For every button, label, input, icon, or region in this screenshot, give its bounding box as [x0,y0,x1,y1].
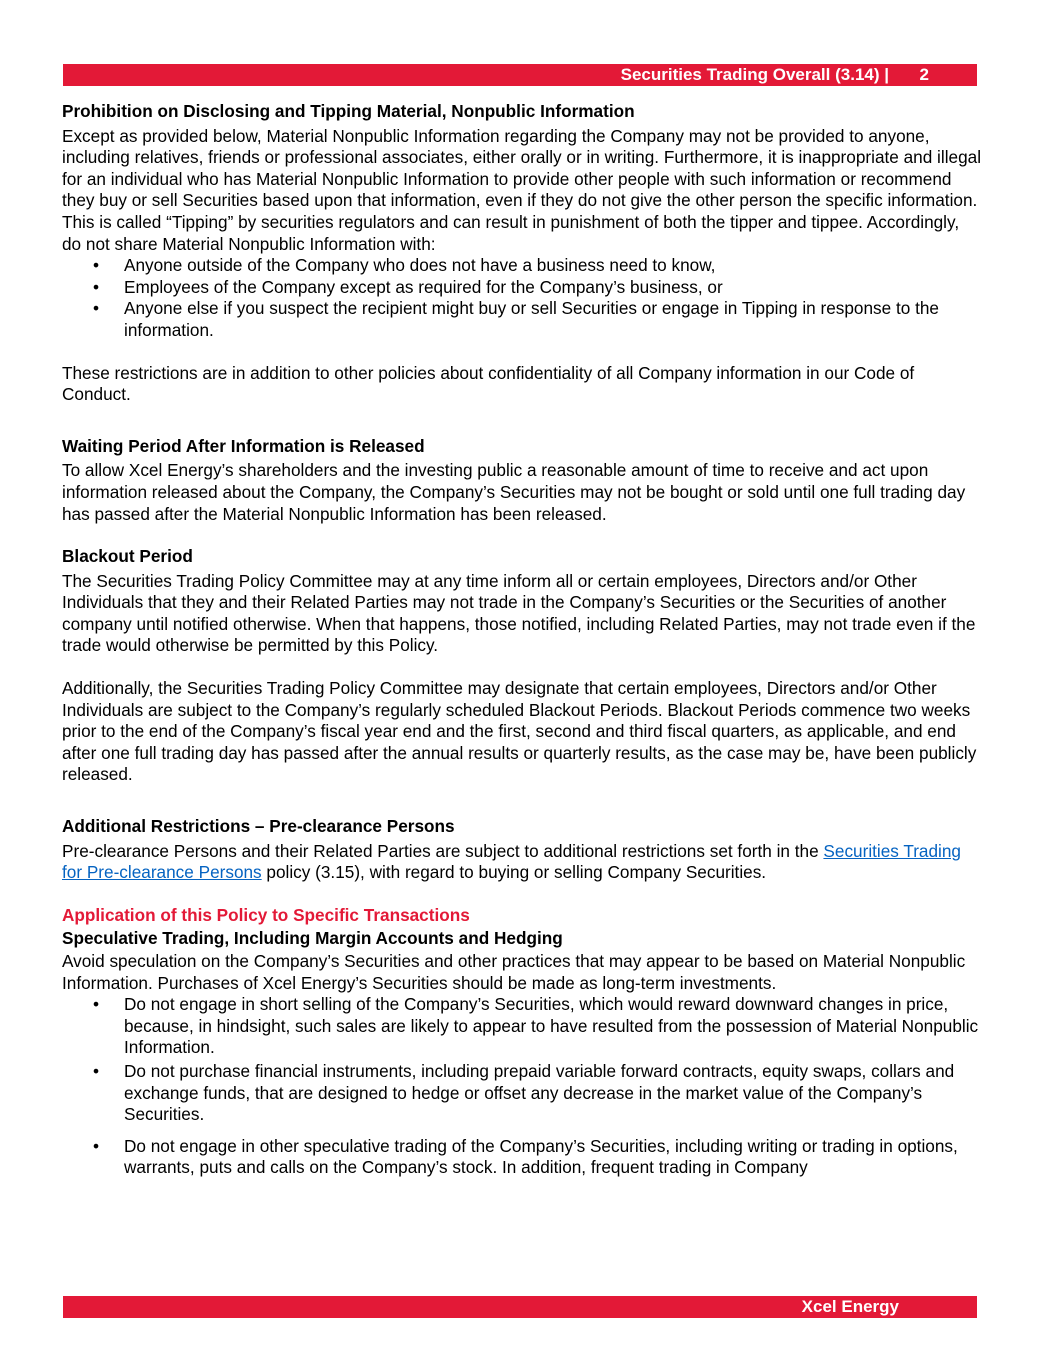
header-title: Securities Trading Overall (3.14) | [620,65,889,84]
subheading-speculative-trading: Speculative Trading, Including Margin Accounts and Hedging [62,928,563,949]
bullet-list-tipping [62,255,982,341]
footer-bar [63,1296,977,1318]
paragraph-tipping-closing: These restrictions are in addition to other policies about confidentiality of all Company information in our Code of Conduct. [62,362,915,405]
header-bar [63,64,977,86]
paragraph-waiting: To allow Xcel Energy’s shareholders and the investing public a reasonable amount of time to receive and act upon information released about the Company, the Company’s Securities may not be bought or sold until one full trading day has passed after the Material Nonpublic Information has been released. [62,460,966,524]
bullet-list-speculative [62,994,982,1179]
section-heading-blackout: Blackout Period [62,546,193,567]
section-heading-waiting: Waiting Period After Information is Released [62,435,425,456]
list-item: • Anyone else if you suspect the recipient might buy or sell Securities or engage in Tipping in response to the information. [62,298,982,341]
document-body [62,101,982,1179]
list-item: • Employees of the Company except as required for the Company’s business, or [62,277,982,299]
paragraph-blackout-2: Additionally, the Securities Trading Policy Committee may designate that certain employees, Directors and/or Other Individuals are subject to the Company’s regularly scheduled Blackout Periods. Blackout Periods commence two weeks prior to the end of the Company’s fiscal year end and the first, second and third fiscal quarters, as applicable, and end after one full trading day has passed after the annual results or quarterly results, as the case may be, have been publicly released. [62,678,977,785]
paragraph-blackout-1: The Securities Trading Policy Committee may at any time inform all or certain employees, Directors and/or Other Individuals that they and their Related Parties may not trade in the Company’s Securities or the Securities of another company until notified otherwise. When that happens, those notified, including Related Parties, may not trade even if the trade would otherwise be permitted by this Policy. [62,570,976,656]
section-heading-preclearance: Additional Restrictions – Pre-clearance Persons [62,816,455,837]
paragraph-speculative: Avoid speculation on the Company’s Securities and other practices that may appear to be based on Material Nonpublic Information. Purchases of Xcel Energy’s Securities should be made as long-term investments. [62,951,966,993]
section-heading-application: Application of this Policy to Specific Transactions [62,904,470,925]
list-item: • Do not engage in other speculative trading of the Company’s Securities, including writing or trading in options, warrants, puts and calls on the Company’s stock. In addition, frequent trading in Company [62,1136,982,1179]
list-item: • Anyone outside of the Company who does not have a business need to know, [62,255,982,277]
paragraph-tipping: Except as provided below, Material Nonpublic Information regarding the Company may not be provided to anyone, including relatives, friends or professional associates, either orally or in writing. Furthermore, it is inappropriate and illegal for an individual who has Material Nonpublic Information to provide other people with such information or recommend they buy or sell Securities based upon that information, even if they do not give the other person the specific information. This is called “Tipping” by securities regulators and can result in punishment of both the tipper and tippee. Accordingly, do not share Material Nonpublic Information with: [62,125,982,254]
footer-brand: Xcel Energy [801,1297,899,1316]
preclearance-policy-link[interactable]: Securities Trading for Pre-clearance Persons [62,840,961,883]
preclearance-text-before: Pre-clearance Persons and their Related Parties are subject to additional restrictions set forth in the [62,840,824,861]
list-item: • Do not engage in short selling of the Company’s Securities, which would reward downward changes in price, because, in hindsight, such sales are likely to appear to have resulted from the possession of Material Nonpublic Information. [62,994,982,1059]
preclearance-text-after: policy (3.15), with regard to buying or selling Company Securities. [261,862,767,883]
paragraph-preclearance [62,841,982,884]
section-heading-tipping: Prohibition on Disclosing and Tipping Material, Nonpublic Information [62,101,635,121]
page-number: 2 [919,65,929,84]
list-item: • Do not purchase financial instruments, including prepaid variable forward contracts, equity swaps, collars and exchange funds, that are designed to hedge or offset any decrease in the market value of the Company’s Securities. [62,1061,982,1126]
